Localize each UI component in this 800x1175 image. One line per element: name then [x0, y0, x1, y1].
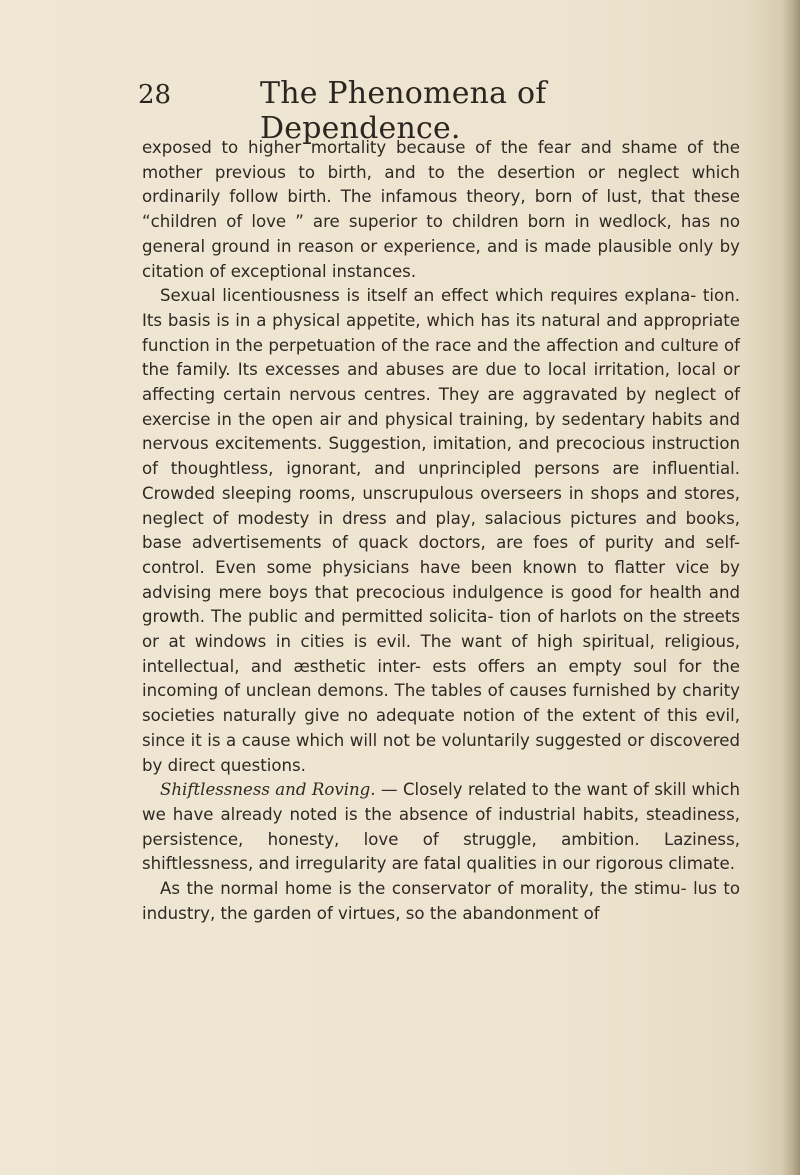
page-edge-shadow	[782, 0, 800, 1175]
paragraph-continuation: exposed to higher mortality because of the fear and shame of the mother previous to birth, and to the desertion or neglect which ordinarily follow birth. The infamous theory, born of lust, that these “children of love ” are superior to children born in wedlock, has no general ground in reason or experience, and is made plausible only by citation of exceptional instances.	[142, 138, 740, 281]
page-number: 28	[138, 80, 172, 110]
running-title: The Phenomena of Dependence.	[260, 76, 547, 146]
paragraph-sexual-licentiousness: Sexual licentiousness is itself an effect which requires explana- tion. Its basis is in a physical appetite, which has its natural and appropriate function in the perpetuation of the race and the affection and culture of the family. Its excesses and abuses are due to local irritation, local or affecting certain nervous centres. They are aggravated by neglect of exercise in the open air and physical training, by sedentary habits and nervous excitements. Suggestion, imitation, and precocious instruction of thoughtless, ignorant, and unprincipled persons are influential. Crowded sleeping rooms, unscrupulous overseers in shops and stores, neglect of modesty in dress and play, salacious pictures and books, base advertisements of quack doctors, are foes of purity and self-control. Even some physicians have been known to flatter vice by advising mere boys that precocious indulgence is good for health and growth. The public and permitted solicita- tion of harlots on the streets or at windows in cities is evil. The want of high spiritual, religious, intellectual, and æsthetic inter- ests offers an empty soul for the incoming of unclean demons. The tables of causes furnished by charity societies naturally give no adequate notion of the extent of this evil, since it is a cause which will not be voluntarily suggested or discovered by direct questions.	[142, 286, 740, 775]
paragraph-shiftlessness	[142, 778, 740, 877]
paragraph-normal-home: As the normal home is the conservator of morality, the stimu- lus to industry, the garden of virtues, so the abandonment of	[142, 879, 740, 923]
running-head	[138, 76, 738, 146]
body-text	[142, 136, 740, 927]
section-heading-shiftlessness: Shiftlessness and Roving.	[160, 780, 376, 800]
paragraph-shiftlessness-text: — Closely related to the want of skill which we have already noted is the absence of industrial habits, steadiness, persistence, honesty, love of struggle, ambition. Laziness, shiftlessness, and irregularity are fatal qualities in our rigorous climate.	[142, 780, 741, 874]
